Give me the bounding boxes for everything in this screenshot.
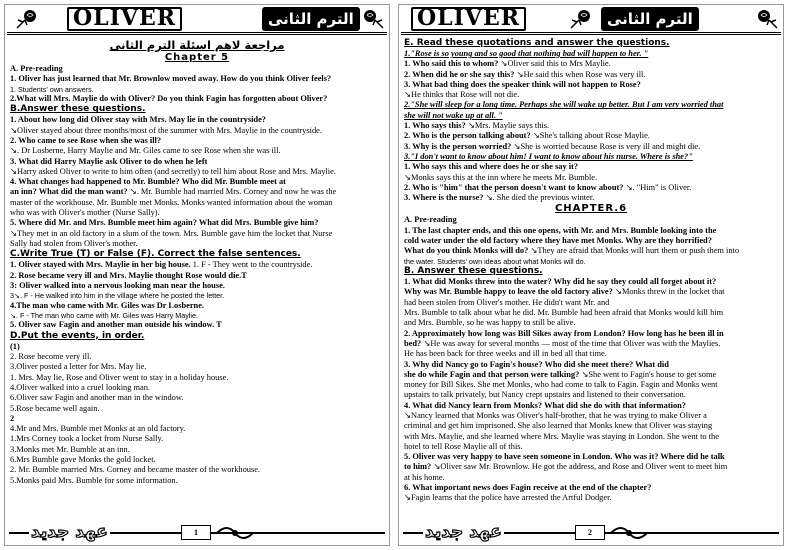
quotation-line: 3."I don't want to know about him! I want to know about his nurse. Where is she?": [404, 151, 693, 161]
answer-text: ↘. Mr. Bumble had married Mrs. Corney and now he was the: [127, 187, 337, 197]
chapter-heading: CHAPTER.6: [554, 203, 628, 215]
question-answer-line: [404, 131, 778, 141]
question-line: 2. Rose became very ill and Mrs. Maylie thought Rose would die.T: [10, 270, 247, 280]
page-content: [5, 35, 389, 486]
page-header: [401, 5, 781, 35]
question-text: to him?: [404, 462, 432, 472]
question-line: 6. What important news does Fagin receive at the end of the chapter?: [404, 483, 652, 493]
question-line: 2.What will Mrs. Maylie do with Oliver? Do you think Fagin has forgotten about Oliver?: [10, 94, 328, 104]
question-answer-line: [404, 70, 778, 80]
rose-icon: [569, 8, 593, 30]
answer-line: ↘Harry asked Oliver to write to him often (and secretly) to tell him about Rose and Mrs. Maylie.: [10, 166, 336, 176]
review-title: مراجعة لاهم اسئلة الترم الثانى: [109, 38, 285, 52]
page-number: 1: [181, 525, 211, 540]
answer-text: ↘. "Him" is Oliver.: [623, 182, 692, 192]
question-line: 2. Approximately how long was Bill Sikes away from London? How long has he been ill in: [404, 328, 724, 338]
answer-line: He has been back for three weeks and ill in bed all that time.: [404, 349, 607, 359]
answer-line: 1.Mrs Corney took a locket from Nurse Sally.: [10, 434, 164, 444]
brand-logo: عهد جديد: [425, 522, 502, 542]
question-line: 4. What did Nancy learn from Monks? What did she do with that information?: [404, 400, 686, 410]
answer-line: 3.Monks met Mr. Bumble at an inn.: [10, 444, 130, 454]
answer-text: ↘Oliver saw Mr. Brownlow. He got the address, and Rose and Oliver went to meet him: [431, 462, 728, 472]
question-line: 1. Oliver has just learned that Mr. Brownlow moved away. How do you think Oliver feels?: [10, 74, 332, 84]
section-heading: E. Read these quotations and answer the questions.: [404, 38, 670, 48]
answer-line: Sally had stolen from Oliver's mother.: [10, 238, 138, 248]
question-text: What do you think Monks will do?: [404, 246, 529, 256]
answer-text: ↘She's talking about Rose Maylie.: [530, 131, 650, 141]
question-line: 1. Who says this and where does he or she say it?: [404, 162, 579, 172]
answer-line: 1. Mrs. May lie, Rose and Oliver went to stay in a holiday house.: [10, 372, 229, 382]
answer-line: 3.Oliver posted a letter for Mrs. May lie.: [10, 362, 147, 372]
question-answer-line: [404, 287, 778, 297]
question-answer-line: [10, 260, 384, 270]
question-answer-line: [404, 193, 778, 203]
question-answer-line: [404, 59, 778, 69]
answer-line: 4.Oliver walked into a cruel looking man.: [10, 382, 151, 392]
answer-note: ↘. F - The man who came with Mr. Giles was Harry Maylie.: [10, 310, 199, 320]
question-answer-line: [404, 246, 778, 256]
question-line: 2. Who came to see Rose when she was ill?: [10, 135, 162, 145]
ornament-icon: [609, 523, 649, 543]
question-line: 3: Oliver walked into a nervous looking man near the house.: [10, 280, 225, 290]
answer-text: ↘Mrs. Maylie says this.: [465, 121, 550, 131]
answer-line: had been stolen from Oliver's mother. He didn't want Mr. and: [404, 297, 610, 307]
question-line: 3. What did Harry Maylie ask Oliver to do when he left: [10, 156, 208, 166]
answer-line: ↘Nancy learned that Monks was Oliver's half-brother, that he was trying to make Oliver a: [404, 411, 707, 420]
answer-text: ↘He said this when Rose was very ill.: [514, 69, 646, 79]
question-line: (1): [10, 341, 20, 351]
answer-line: 6.Mrs Bumble gave Monks the gold locket.: [10, 455, 156, 464]
answer-text: ↘Oliver said this to Mrs Maylie.: [498, 59, 611, 69]
question-text: 2. Who is "him" that the person doesn't want to know about?: [404, 182, 624, 192]
question-line: A. Pre-reading: [10, 64, 63, 73]
question-answer-line: [404, 183, 778, 193]
question-line: 4. What changes had happened to Mr. Bumble? Who did Mr. Bumble meet at: [10, 177, 286, 187]
page-footer: [399, 521, 783, 545]
question-line: 4.The man who came with Mr. Giles was Dr Losberne.: [10, 300, 205, 310]
question-text: 1. Who says this?: [404, 121, 466, 131]
question-line: A. Pre-reading: [404, 215, 457, 225]
quotation-line: 1."Rose is so young and so good that nothing bad will happen to her. ": [404, 49, 649, 58]
answer-line: ↘Monks says this at the inn where he meets Mr. Bumble.: [404, 172, 598, 182]
question-answer-line: [10, 187, 384, 197]
rose-icon: [755, 8, 779, 30]
question-line: 3. What bad thing does the speaker think will not happen to Rose?: [404, 79, 641, 89]
question-text: 2. Who is the person talking about?: [404, 131, 531, 141]
answer-line: ↘They met in an old factory in a slum of the town. Mrs. Bumble gave him the locket that Nurse: [10, 228, 333, 238]
answer-line: ↘. Dr Losberne, Harry Maylie and Mr. Giles came to see Rose when she was ill.: [10, 146, 281, 156]
section-heading: D.Put the events, in order.: [10, 330, 145, 341]
answer-text: ↘She is worried because Rose is very ill and might die.: [511, 141, 701, 151]
page-number: 2: [575, 525, 605, 540]
answer-line: 5.Monks paid Mrs. Bumble for some information.: [10, 475, 178, 485]
question-text: bed?: [404, 338, 422, 348]
question-answer-line: [404, 142, 778, 152]
answer-note: 1. Students' own answers.: [10, 84, 94, 94]
question-answer-line: [404, 370, 778, 380]
section-heading: C.Write True (T) or False (F). Correct the false sentences.: [10, 249, 301, 260]
oliver-logo: OLIVER: [67, 7, 182, 31]
worksheet-page-1: [4, 4, 390, 546]
question-answer-line: [404, 121, 778, 131]
answer-text: ↘She went to Fagin's house to get some: [579, 369, 717, 379]
term-label: الترم الثانى: [601, 7, 699, 31]
answer-line: 2. Rose become very ill.: [10, 352, 92, 362]
question-text: she do while Fagin and that person were talking?: [404, 369, 580, 379]
answer-text: ↘They are afraid that Monks will hurt them or push them into: [528, 246, 740, 256]
question-text: Why was Mr. Bumble happy to leave the old factory alive?: [404, 287, 613, 297]
answer-line: 2. Mr. Bumble married Mrs. Corney and became master of the workhouse.: [10, 465, 261, 475]
answer-text: ↘Monks threw in the locket that: [612, 287, 725, 297]
quotation-line: 2."She will sleep for a long time. Perhaps she will wake up better. But I am very worried that: [404, 100, 724, 110]
question-line: 1. About how long did Oliver stay with Mrs. May lie in the countryside?: [10, 115, 266, 125]
answer-text: ↘. She died the previous winter.: [483, 193, 595, 203]
page-content: [399, 35, 783, 504]
question-line: 1. The last chapter ends, and this one opens, with Mr. and Mrs. Bumble looking into the: [404, 225, 717, 235]
term-label: الترم الثانى: [262, 7, 360, 31]
answer-line: ↘Fagin learns that the police have arrested the Artful Dodger.: [404, 493, 612, 503]
answer-line: ↘Oliver stayed about three months/most of the summer with Mrs. Maylie in the countryside.: [10, 125, 322, 135]
oliver-logo: OLIVER: [411, 7, 526, 31]
question-line: 5. Where did Mr. and Mrs. Bumble meet him again? What did Mrs. Bumble give him?: [10, 218, 319, 228]
answer-line: upstairs to talk privately, but Nancy crept upstairs and listened to their conversation.: [404, 390, 686, 400]
answer-line: 4.Mr and Mrs. Bumble met Monks at an old factory.: [10, 424, 186, 434]
answer-line: ↘He thinks that Rose will not die.: [404, 90, 520, 100]
question-line: 2: [10, 413, 15, 423]
brand-logo: عهد جديد: [31, 522, 108, 542]
worksheet-page-2: [398, 4, 784, 546]
question-text: 2. When did he or she say this?: [404, 69, 515, 79]
answer-line: 5.Rose became well again.: [10, 403, 100, 413]
question-text: 3. Where is the nurse?: [404, 193, 484, 203]
question-text: 1. Who said this to whom?: [404, 59, 499, 69]
page-footer: [5, 521, 389, 545]
answer-line: criminal and get him imprisoned. She also learned that Monks knew that Oliver was staying: [404, 421, 713, 431]
answer-note: the water. Students' own ideas about what Monks will do.: [404, 256, 586, 266]
page-header: [7, 5, 387, 35]
rose-icon: [15, 8, 39, 30]
question-line: 1. What did Monks threw into the water? Why did he say they could all forget about it?: [404, 277, 717, 287]
answer-line: hotel to tell Rose Maylie all of this.: [404, 441, 523, 451]
answer-line: 6.Oliver saw Fagin and another man in the window.: [10, 393, 184, 403]
section-heading: B. Answer these questions.: [404, 266, 543, 277]
question-line: 5. Oliver was very happy to have seen someone in London. Who was it? Where did he talk: [404, 452, 725, 462]
answer-line: master of the workhouse. Mr. Bumble met Monks. Monks wanted information about the woman: [10, 197, 333, 207]
answer-line: money for Bill Sikes. She met Monks, who had come to talk to Fagin. Fagin and Monks went: [404, 380, 718, 390]
question-answer-line: [404, 339, 778, 349]
question-text: an inn? What did the man want?: [10, 187, 128, 197]
quotation-line: she will not wake up at all. ": [404, 110, 503, 120]
question-list: [10, 52, 384, 486]
question-line: 3. Why did Nancy go to Fagin's house? Who did she meet there? What did: [404, 359, 669, 369]
question-line: 5. Oliver saw Fagin and another man outside his window. T: [10, 320, 222, 330]
answer-note: 3↘. F - He walked into him in the village where he posted the letter.: [10, 291, 225, 301]
question-text: 3. Why is the person worried?: [404, 141, 512, 151]
answer-line: Mrs. Bumble to talk about what he did. Mr. Bumble had been afraid that Monks would kill him: [404, 308, 724, 318]
question-line: cold water under the old factory where they have met Monks. Why are they horrified?: [404, 236, 712, 246]
answer-line: at his home.: [404, 472, 445, 482]
question-answer-line: [404, 462, 778, 472]
answer-text: ↘He was away for several months — most of the time that Oliver was with the Maylies.: [421, 338, 721, 348]
question-text: 1. Oliver stayed with Mrs. Maylie in her big house.: [10, 260, 191, 270]
question-list: [404, 38, 778, 504]
section-heading: B.Answer these questions.: [10, 104, 146, 115]
rose-icon: [361, 8, 385, 30]
answer-line: with Mrs. Maylie, and she learned where Mrs. Maylie was staying in London. She went to the: [404, 431, 719, 441]
ornament-icon: [215, 523, 255, 543]
chapter-heading: Chapter 5: [164, 52, 230, 63]
answer-line: and Mrs. Bumble, so he was happy to still be alive.: [404, 318, 576, 328]
answer-line: who was with Oliver's mother (Nurse Sally).: [10, 208, 160, 218]
answer-text: 1. F - They went to the countryside.: [190, 260, 313, 270]
